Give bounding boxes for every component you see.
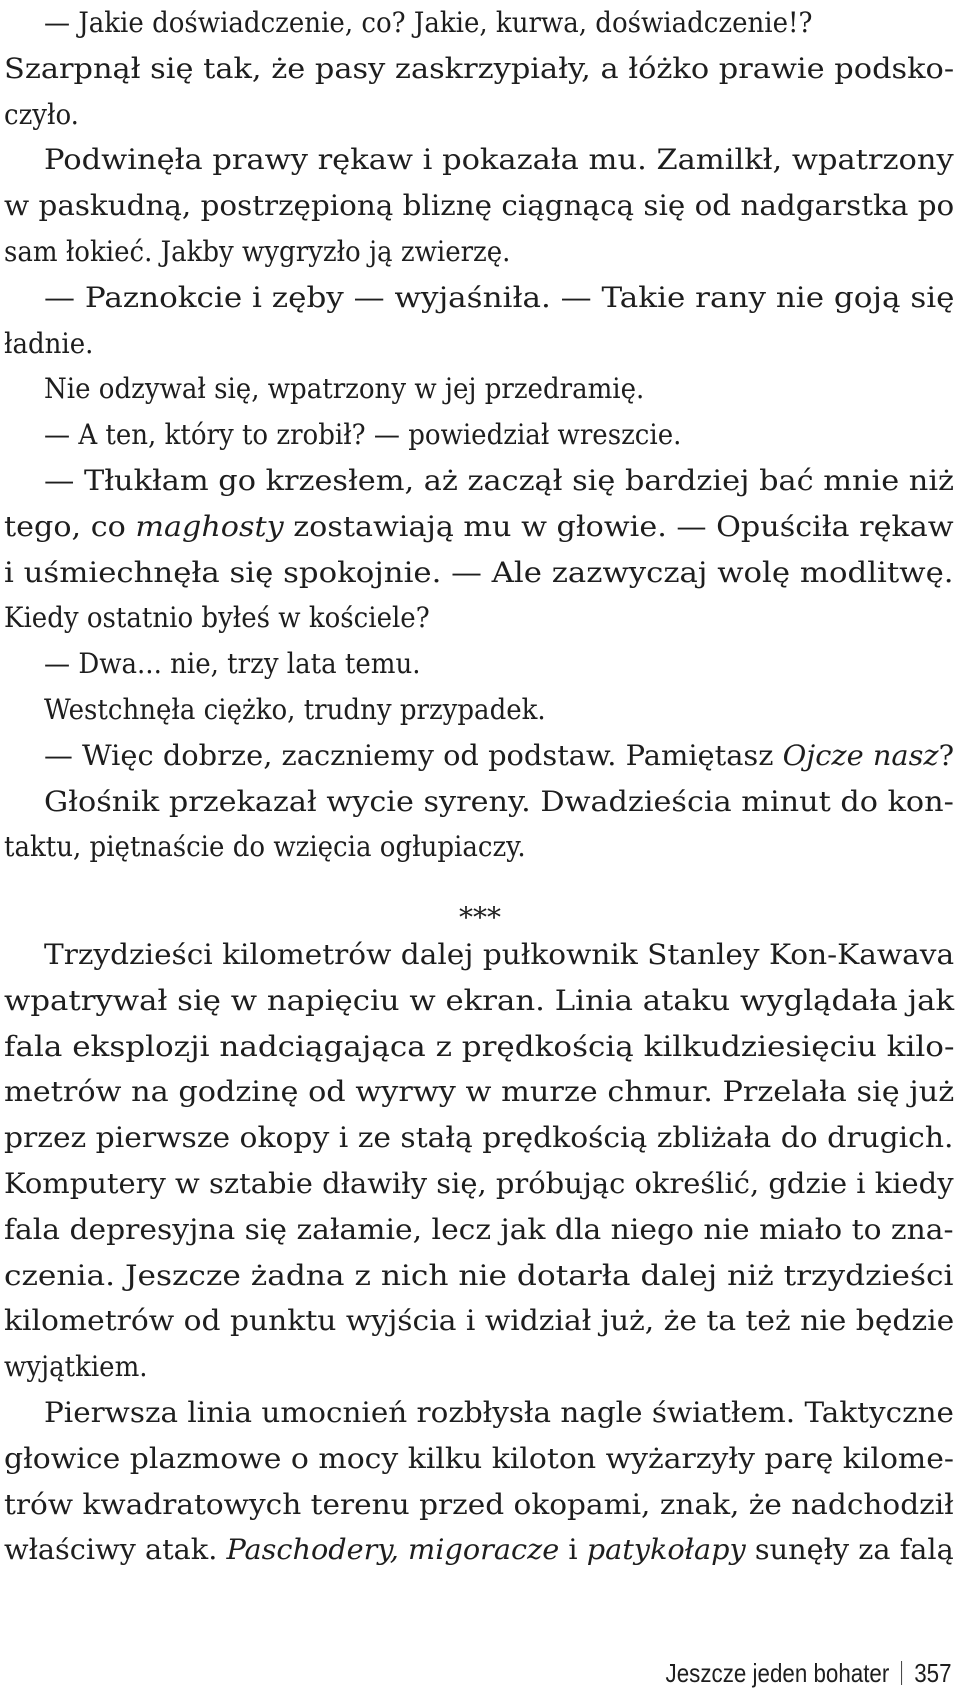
text-line xyxy=(4,1069,954,1115)
text-run: — Więc dobrze, zaczniemy od podstaw. Pamiętasz xyxy=(44,738,783,772)
text-run: — Dwa... nie, trzy lata temu. xyxy=(44,647,421,681)
text-line xyxy=(4,229,510,275)
text-run: i xyxy=(559,1533,587,1567)
text-run: Głośnik przekazał wycie syreny. Dwadzieścia minut do kon- xyxy=(44,784,954,818)
text-line xyxy=(4,595,430,641)
text-line xyxy=(4,1161,954,1207)
text-line xyxy=(4,1527,954,1573)
section-separator: *** xyxy=(459,901,501,934)
text-run: Szarpnął się tak, że pasy zaskrzypiały, a łóżko prawie podsko- xyxy=(4,51,955,85)
text-run: czyło. xyxy=(4,97,79,131)
text-line xyxy=(4,1436,954,1482)
italic-text: maghosty xyxy=(135,509,284,543)
text-run: ? xyxy=(938,738,955,772)
text-run: wyjątkiem. xyxy=(4,1350,148,1384)
text-line xyxy=(4,46,954,92)
text-line xyxy=(44,641,421,687)
text-run: właściwy atak. xyxy=(4,1533,227,1567)
text-run: Podwinęła prawy rękaw i pokazała mu. Zamilkł, wpatrzony xyxy=(44,143,954,177)
text-line xyxy=(44,275,955,321)
page-footer xyxy=(666,1656,952,1690)
text-line xyxy=(44,137,954,183)
running-title: Jeszcze jeden bohater xyxy=(665,1658,890,1688)
text-run: Pierwsza linia umocnień rozbłysła nagle światłem. Taktyczne xyxy=(44,1396,954,1429)
text-run: tego, co xyxy=(4,509,136,543)
page-number: 357 xyxy=(914,1658,952,1688)
text-line xyxy=(4,504,954,550)
text-run: kilometrów od punktu wyjścia i widział już, że ta też nie będzie xyxy=(4,1304,955,1338)
text-run: czenia. Jeszcze żadna z nich nie dotarła dalej niż trzydzieści xyxy=(4,1258,954,1292)
text-run: Trzydzieści kilometrów dalej pułkownik Stanley Kon-Kawava xyxy=(44,938,955,971)
text-line xyxy=(44,412,681,458)
text-run: fala depresyjna się załamie, lecz jak dla niego nie miało to zna- xyxy=(4,1212,954,1246)
text-line xyxy=(4,1253,954,1299)
text-run: fala eksplozji nadciągająca z prędkością kilkudziesięciu kilo- xyxy=(4,1029,955,1063)
text-run: sunęły za falą xyxy=(745,1533,954,1567)
text-line xyxy=(4,550,954,596)
text-line xyxy=(4,824,526,870)
text-line xyxy=(4,1344,148,1390)
text-run: — Jakie doświadczenie, co? Jakie, kurwa, doświadczenie!? xyxy=(44,6,813,39)
text-run: metrów na godzinę od wyrwy w murze chmur. Przelała się już xyxy=(4,1075,955,1109)
text-line xyxy=(4,1207,954,1253)
text-run: Komputery w sztabie dławiły się, próbując określić, gdzie i kiedy xyxy=(4,1167,954,1200)
text-run: — Tłukłam go krzesłem, aż zaczął się bardziej bać mnie niż xyxy=(44,464,955,497)
text-run: — Paznokcie i zęby — wyjaśniła. — Takie rany nie goją się xyxy=(44,280,955,314)
text-line xyxy=(4,1115,953,1161)
text-line xyxy=(44,366,644,412)
text-run: trów kwadratowych terenu przed okopami, znak, że nadchodził xyxy=(4,1487,954,1521)
text-run: — A ten, który to zrobił? — powiedział wreszcie. xyxy=(44,418,682,452)
text-run: wpatrywał się w napięciu w ekran. Linia ataku wyglądała jak xyxy=(4,983,955,1017)
text-line xyxy=(44,733,954,779)
text-run: w paskudną, postrzępioną bliznę ciągnącą się od nadgarstka po xyxy=(4,189,955,223)
text-line xyxy=(4,1482,954,1528)
footer-divider xyxy=(902,1661,903,1685)
text-run: głowice plazmowe o mocy kilku kiloton wyżarzyły parę kilome- xyxy=(4,1441,954,1475)
italic-text: patykołapy xyxy=(586,1533,746,1567)
text-line xyxy=(4,1024,954,1070)
text-run: Westchnęła ciężko, trudny przypadek. xyxy=(44,693,546,726)
text-line xyxy=(4,321,93,367)
text-line xyxy=(44,1390,954,1436)
text-run: Kiedy ostatnio byłeś w kościele? xyxy=(4,601,430,635)
italic-text: Paschodery, migoracze xyxy=(226,1533,560,1567)
text-run: ładnie. xyxy=(4,326,94,360)
text-line xyxy=(4,92,79,138)
text-run: przez pierwsze okopy i ze stałą prędkością zbliżała do drugich. xyxy=(4,1121,954,1155)
italic-text: Ojcze nasz xyxy=(782,738,939,772)
text-line xyxy=(4,978,954,1024)
text-run: zostawiają mu w głowie. — Opuściła rękaw xyxy=(283,509,954,543)
text-line xyxy=(44,0,812,46)
text-run: Nie odzywał się, wpatrzony w jej przedramię. xyxy=(44,372,645,406)
text-line xyxy=(4,1298,954,1344)
text-run: i uśmiechnęła się spokojnie. — Ale zazwyczaj wolę modlitwę. xyxy=(4,555,954,589)
text-line xyxy=(44,687,546,733)
text-line xyxy=(44,779,954,825)
text-run: taktu, piętnaście do wzięcia ogłupiaczy. xyxy=(4,830,526,864)
text-line xyxy=(44,458,954,504)
text-run: sam łokieć. Jakby wygryzło ją zwierzę. xyxy=(4,235,511,268)
text-line xyxy=(4,183,954,229)
